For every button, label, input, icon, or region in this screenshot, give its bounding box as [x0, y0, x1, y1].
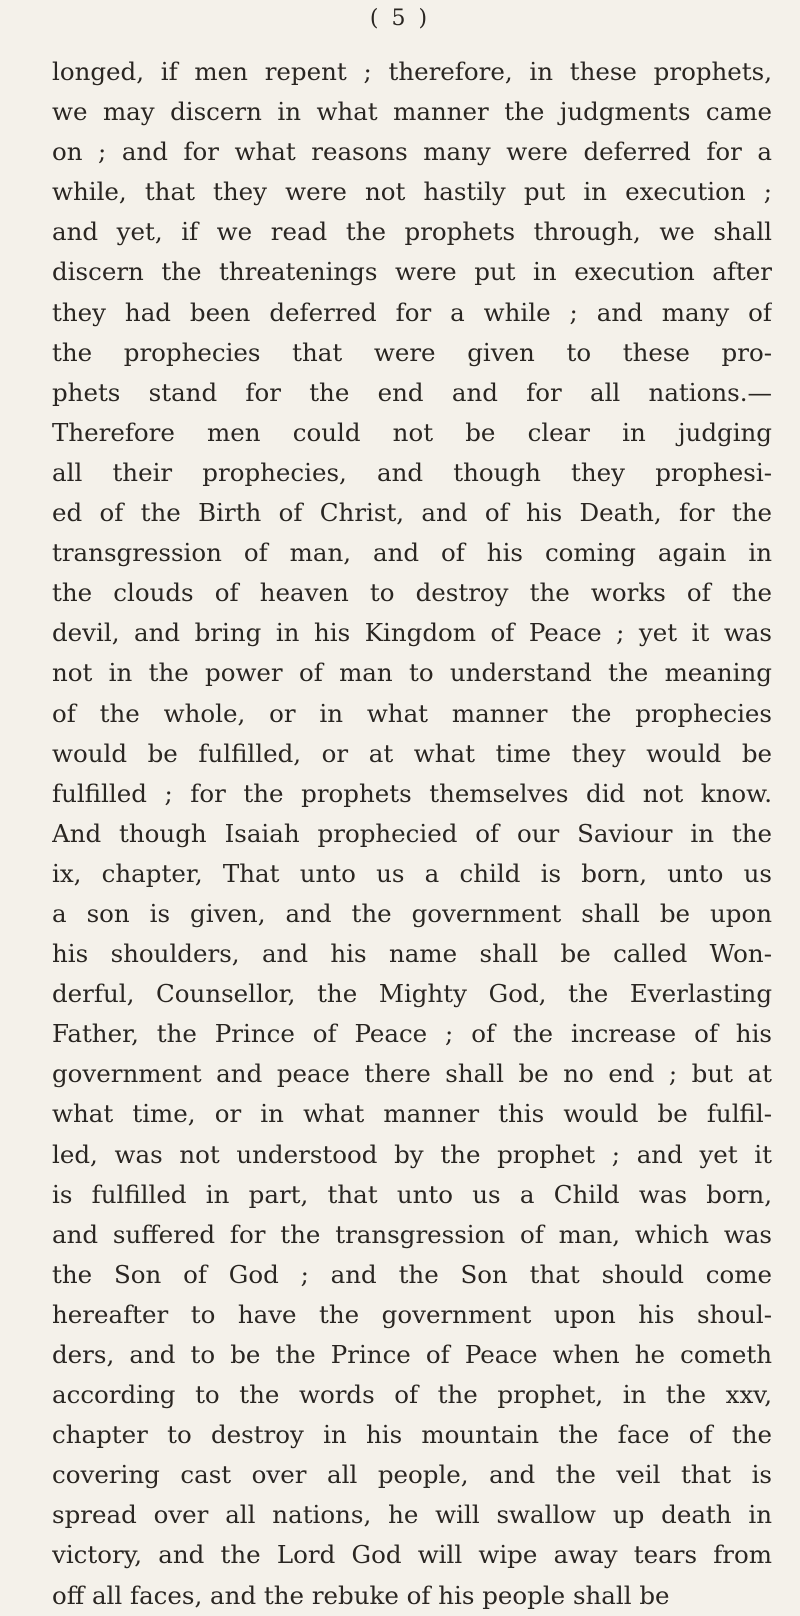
- text-line: on ; and for what reasons many were deferred for a: [52, 137, 772, 167]
- text-line: what time, or in what manner this would be fulfil-: [52, 1099, 772, 1129]
- text-line: and yet, if we read the prophets through, we shall: [52, 217, 772, 247]
- text-line: hereafter to have the government upon his shoul-: [52, 1299, 772, 1329]
- text-line: a son is given, and the government shall be upon: [52, 898, 772, 928]
- body-text: [52, 52, 772, 1616]
- text-line: is fulfilled in part, that unto us a Child was born,: [52, 1179, 772, 1209]
- text-line: and suffered for the transgression of man, which was: [52, 1219, 772, 1249]
- text-line: would be fulfilled, or at what time they would be: [52, 738, 772, 768]
- text-line: longed, if men repent ; therefore, in these prophets,: [52, 57, 772, 86]
- text-line: ix, chapter, That unto us a child is born, unto us: [52, 858, 772, 888]
- text-line: And though Isaiah prophecied of our Saviour in the: [52, 818, 772, 848]
- text-line: devil, and bring in his Kingdom of Peace ; yet it was: [52, 618, 772, 648]
- text-line: government and peace there shall be no end ; but at: [52, 1059, 772, 1089]
- text-line: covering cast over all people, and the veil that is: [52, 1460, 772, 1490]
- text-line: Father, the Prince of Peace ; of the increase of his: [52, 1019, 772, 1049]
- text-line: the clouds of heaven to destroy the works of the: [52, 578, 772, 608]
- page-number: ( 5 ): [369, 6, 431, 31]
- text-line: off all faces, and the rebuke of his people shall be: [52, 1580, 670, 1610]
- text-line: chapter to destroy in his mountain the face of the: [52, 1420, 772, 1450]
- text-line: according to the words of the prophet, in the xxv,: [52, 1380, 772, 1410]
- text-line: all their prophecies, and though they prophesi-: [52, 457, 772, 487]
- text-line: fulfilled ; for the prophets themselves did not know.: [52, 778, 772, 808]
- text-line: they had been deferred for a while ; and many of: [52, 297, 772, 327]
- text-line: ed of the Birth of Christ, and of his Death, for the: [52, 498, 772, 528]
- text-line: the Son of God ; and the Son that should come: [52, 1259, 772, 1289]
- text-line: spread over all nations, he will swallow up death in: [52, 1500, 772, 1530]
- text-line: led, was not understood by the prophet ; and yet it: [52, 1139, 772, 1169]
- text-line: derful, Counsellor, the Mighty God, the Everlasting: [52, 979, 772, 1009]
- text-line: Therefore men could not be clear in judging: [52, 417, 772, 447]
- text-line: ders, and to be the Prince of Peace when he cometh: [52, 1340, 772, 1369]
- text-line: we may discern in what manner the judgments came: [52, 97, 772, 127]
- text-line: of the whole, or in what manner the prophecies: [52, 698, 772, 728]
- text-line: phets stand for the end and for all nations.—: [52, 377, 772, 407]
- text-line: not in the power of man to understand the meaning: [52, 658, 772, 688]
- text-line: the prophecies that were given to these pro-: [52, 337, 772, 367]
- text-line: discern the threatenings were put in execution after: [52, 257, 772, 287]
- text-line: while, that they were not hastily put in execution ;: [52, 177, 772, 207]
- text-line: transgression of man, and of his coming again in: [52, 538, 772, 568]
- text-line: victory, and the Lord God will wipe away tears from: [52, 1540, 772, 1570]
- text-line: his shoulders, and his name shall be called Won-: [52, 939, 772, 969]
